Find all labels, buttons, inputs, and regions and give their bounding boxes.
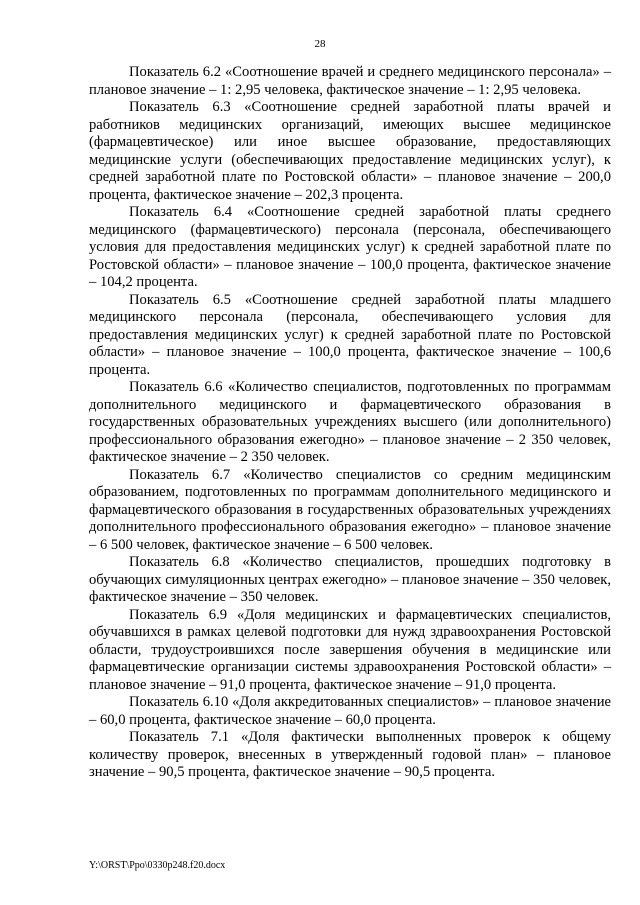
paragraph-indicator-6-4: Показатель 6.4 «Соотношение средней заработной платы среднего медицинского (фармацевтического) персонала (персонала, обеспечивающего условия для предоставления медицинских услуг) к средней заработной плате по Ростовской области» – плановое значение – 100,0 процента, фактическое значение – 104,2 процента.: [89, 204, 611, 290]
paragraph-indicator-6-9: Показатель 6.9 «Доля медицинских и фармацевтических специалистов, обучавшихся в рамках целевой подготовки для нужд здравоохранения Ростовской области, трудоустроившихся после завершения обучения в медицинские или фармацевтические организации системы здравоохранения Ростовской области» – плановое значение – 91,0 процента, фактическое значение – 91,0 процента.: [89, 606, 611, 693]
paragraph-indicator-6-2: Показатель 6.2 «Соотношение врачей и среднего медицинского персонала» – плановое значение – 1: 2,95 человека, фактическое значение – 1: 2,95 человека.: [89, 64, 611, 98]
paragraph-indicator-6-10: Показатель 6.10 «Доля аккредитованных специалистов» – плановое значение – 60,0 процента, фактическое значение – 60,0 процента.: [89, 694, 611, 728]
paragraph-indicator-6-7: Показатель 6.7 «Количество специалистов со средним медицинским образованием, подготовленных по программам дополнительного медицинского и фармацевтического образования в государственных образовательных учреждениях дополнительного профессионального образования ежегодно» – плановое значение – 6 500 человек, фактическое значение – 6 500 человек.: [89, 466, 611, 553]
footer-file-path: Y:\ORST\Ppo\0330p248.f20.docx: [89, 860, 226, 871]
paragraph-indicator-6-5: Показатель 6.5 «Соотношение средней заработной платы младшего медицинского персонала (персонала, обеспечивающего условия для предоставления медицинских услуг) к средней заработной плате по Ростовской области» – плановое значение – 100,0 процента, фактическое значение – 100,6 процента.: [89, 291, 611, 378]
paragraph-indicator-6-6: Показатель 6.6 «Количество специалистов, подготовленных по программам дополнительного медицинского и фармацевтического образования в государственных образовательных учреждениях высшего (или дополнительного) профессионального образования ежегодно» – плановое значение – 2 350 человек, фактическое значение – 2 350 человек.: [89, 379, 611, 465]
paragraph-indicator-7-1: Показатель 7.1 «Доля фактически выполненных проверок к общему количеству проверок, внесенных в утвержденный годовой план» – плановое значение – 90,5 процента, фактическое значение – 90,5 процента.: [89, 729, 611, 780]
paragraph-indicator-6-8: Показатель 6.8 «Количество специалистов, прошедших подготовку в обучающих симуляционных центрах ежегодно» – плановое значение – 350 человек, фактическое значение – 350 человек.: [89, 554, 611, 605]
paragraph-indicator-6-3: Показатель 6.3 «Соотношение средней заработной платы врачей и работников медицинских организаций, имеющих высшее медицинское (фармацевтическое) или иное высшее образование, предоставляющих медицинские услуги (обеспечивающих предоставление медицинских услуг), к средней заработной плате по Ростовской области» – плановое значение – 200,0 процента, фактическое значение – 202,3 процента.: [89, 99, 611, 203]
document-body: [89, 64, 611, 782]
page-number: 28: [314, 38, 326, 50]
